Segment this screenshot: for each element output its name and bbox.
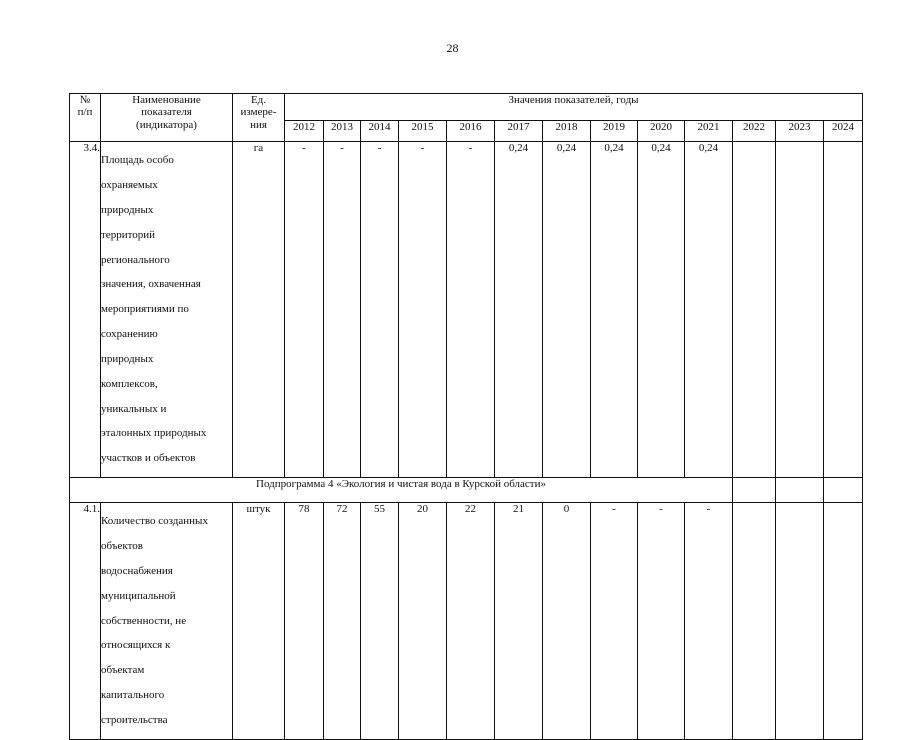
header-num [70, 94, 101, 142]
value-cell: 0,24 [543, 142, 591, 478]
indicator-name-line: территорий [101, 228, 156, 241]
indicator-name-line: объектов [101, 540, 143, 553]
indicator-name-line: относящихся к [101, 639, 171, 652]
table-row [70, 502, 863, 739]
indicator-name-line: капитального [101, 689, 165, 702]
header-name-line-3: (индикатора) [136, 118, 197, 131]
header-year: 2021 [685, 121, 733, 142]
header-year: 2020 [638, 121, 685, 142]
header-year: 2016 [447, 121, 495, 142]
value-cell: - [638, 502, 685, 739]
header-year: 2018 [543, 121, 591, 142]
indicators-table [69, 93, 863, 740]
value-cell [733, 142, 776, 478]
indicator-name-line: Площадь особо [101, 154, 174, 167]
unit-cell: штук [233, 502, 285, 739]
header-year: 2019 [591, 121, 638, 142]
header-unit [233, 94, 285, 142]
indicator-name-line: регионального [101, 253, 170, 266]
header-year: 2023 [776, 121, 824, 142]
header-unit-line-2: измере- [240, 106, 277, 119]
header-num-line-2: п/п [77, 106, 93, 119]
value-cell: - [324, 142, 361, 478]
header-year: 2012 [285, 121, 324, 142]
table-row [70, 142, 863, 478]
header-year: 2013 [324, 121, 361, 142]
value-cell: 0,24 [591, 142, 638, 478]
value-cell: - [591, 502, 638, 739]
indicator-name-line: эталонных природных [101, 427, 207, 440]
indicator-name-line: мероприятиями по [101, 303, 189, 316]
indicator-name-line: сохранению [101, 328, 158, 341]
value-cell [824, 502, 863, 739]
value-cell: - [447, 142, 495, 478]
header-unit-line-1: Ед. [250, 94, 267, 106]
value-cell: - [285, 142, 324, 478]
header-row-1 [70, 94, 863, 121]
indicator-name-line: муниципальной [101, 589, 176, 602]
unit-cell: га [233, 142, 285, 478]
value-cell: - [361, 142, 399, 478]
indicator-name-line: комплексов, [101, 377, 158, 390]
value-cell: 55 [361, 502, 399, 739]
indicator-name-line: природных [101, 352, 154, 365]
indicator-name-line: Количество созданных [101, 515, 208, 528]
value-cell [824, 142, 863, 478]
header-year: 2017 [495, 121, 543, 142]
value-cell: 0,24 [638, 142, 685, 478]
value-cell: 21 [495, 502, 543, 739]
value-cell [776, 502, 824, 739]
row-number: 3.4. [70, 142, 101, 478]
row-number: 4.1. [70, 502, 101, 739]
value-cell: 72 [324, 502, 361, 739]
indicator-name [101, 502, 233, 739]
value-cell: 0 [543, 502, 591, 739]
header-name [101, 94, 233, 142]
header-year: 2014 [361, 121, 399, 142]
indicator-name-line: значения, охваченная [101, 278, 201, 291]
empty-cell [824, 477, 863, 502]
page-number: 28 [446, 41, 459, 55]
header-values: Значения показателей, годы [285, 94, 863, 121]
indicator-name-line: строительства [101, 713, 168, 726]
value-cell: 0,24 [685, 142, 733, 478]
indicator-name [101, 142, 233, 478]
value-cell: 22 [447, 502, 495, 739]
indicator-name-line: объектам [101, 664, 145, 677]
subprogram-row [70, 477, 863, 502]
header-year: 2015 [399, 121, 447, 142]
indicator-name-line: уникальных и [101, 402, 167, 415]
indicator-name-line: охраняемых [101, 179, 158, 192]
empty-cell [776, 477, 824, 502]
indicator-name-line: собственности, не [101, 614, 187, 627]
value-cell: - [399, 142, 447, 478]
indicator-name-line: водоснабжения [101, 565, 173, 577]
value-cell: 0,24 [495, 142, 543, 478]
value-cell: - [685, 502, 733, 739]
value-cell: 78 [285, 502, 324, 739]
header-num-line-1: № [79, 94, 91, 106]
indicator-name-line: природных [101, 204, 154, 217]
header-name-line-2: показателя [141, 106, 192, 119]
value-cell: 20 [399, 502, 447, 739]
header-year: 2024 [824, 121, 863, 142]
header-name-line-1: Наименование [132, 94, 201, 106]
value-cell [733, 502, 776, 739]
header-year: 2022 [733, 121, 776, 142]
indicator-name-line: участков и объектов [101, 452, 196, 465]
empty-cell [733, 477, 776, 502]
value-cell [776, 142, 824, 478]
header-unit-line-3: ния [250, 118, 267, 131]
subprogram-title: Подпрограмма 4 «Экология и чистая вода в Курской области» [70, 477, 733, 502]
